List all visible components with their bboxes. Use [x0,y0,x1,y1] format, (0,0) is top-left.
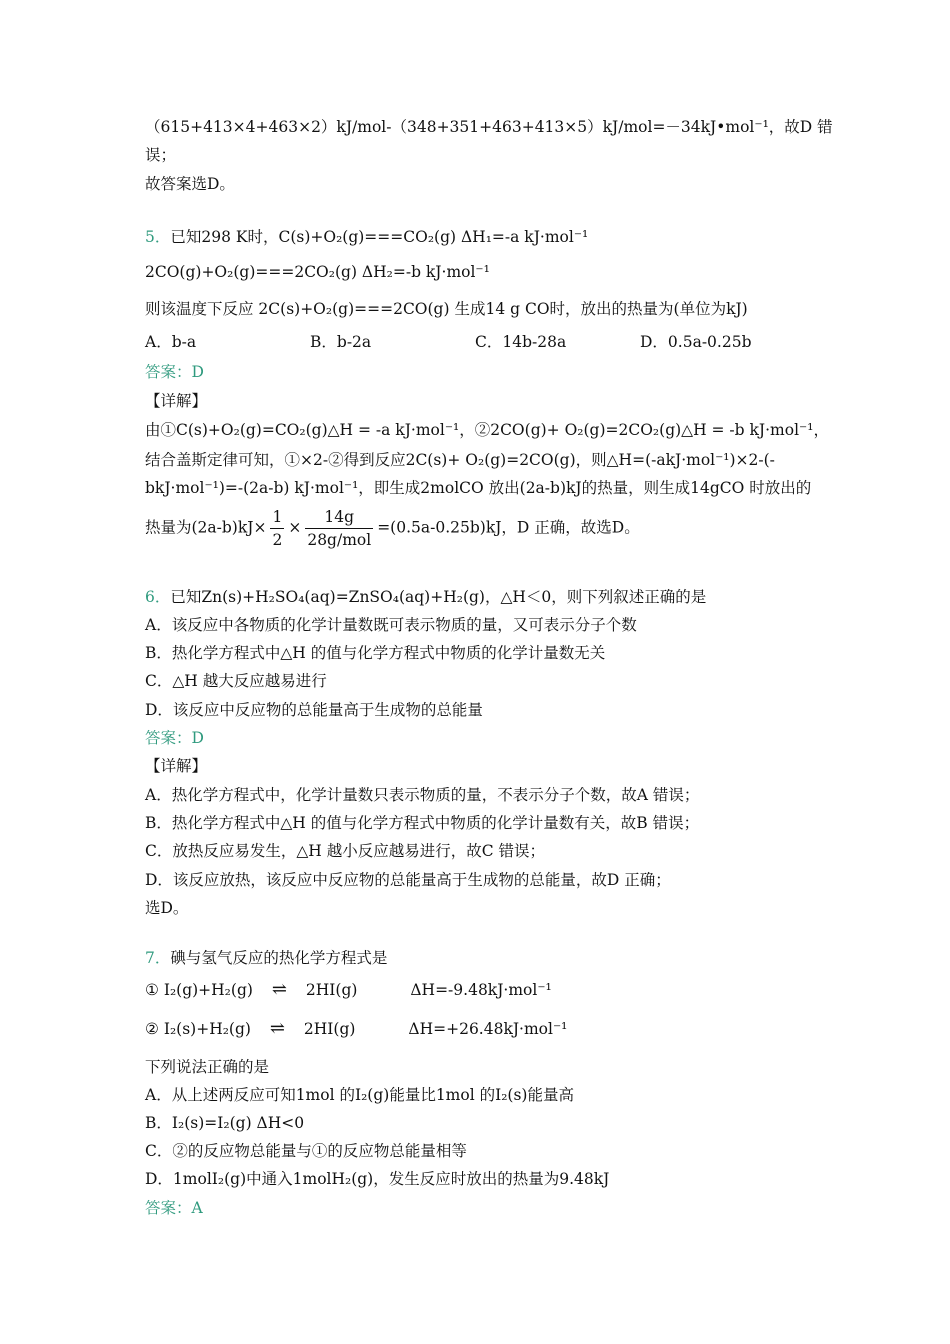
q5-answer: 答案：D [145,363,204,381]
q6-option-a: A．该反应中各物质的化学计量数既可表示物质的量，又可表示分子个数 [145,616,637,634]
q5-explanation-line-4: 热量为(2a-b)kJ× $\frac{1}{2}$ × $\frac{14g}{\text{28g/mol}}$ =(0.5a-0.25b)kJ，D 正确，故选D。 [145,508,640,549]
q6-explanation-b: B．热化学方程式中△H 的值与化学方程式中物质的化学计量数有关，故B 错误； [145,814,700,832]
eq1-reactants: ① I₂(g)+H₂(g) [145,981,253,999]
q7-equation-2 [145,1019,567,1039]
fraction-denominator: 28g/mol [305,528,373,551]
q7-option-d: D．1molI₂(g)中通入1molH₂(g)，发生反应时放出的热量为9.48kJ [145,1170,610,1188]
q5-exp4-post: =(0.5a-0.25b)kJ，D 正确，故选D。 [377,518,640,537]
q7-number: 7． [145,949,171,967]
q5-stem-line-1 [145,227,588,247]
q7-equation-1 [145,980,552,1000]
q6-explanation-d: D．该反应放热，该反应中反应物的总能量高于生成物的总能量，故D 正确； [145,871,671,889]
fraction-mass-over-molar-mass [305,506,373,551]
q5-exp4-pre: 热量为(2a-b)kJ× [145,518,267,537]
eq1-products: 2HI(g) [305,981,358,999]
q6-number: 6． [145,588,171,606]
q5-number: 5． [145,228,171,246]
q7-prompt: 下列说法正确的是 [145,1058,270,1076]
eq2-products: 2HI(g) [303,1020,356,1038]
q5-explanation-line-2: 结合盖斯定律可知，①×2-②得到反应2C(s)+ O₂(g)=2CO(g)，则△H=(-akJ·mol⁻¹)×2-(- [145,451,775,469]
prev-explanation-line-1: （615+413×4+463×2）kJ/mol-（348+351+463+413×5）kJ/mol=－34kJ•mol⁻¹，故D 错 [145,118,833,136]
prev-explanation-line-2: 误； [145,146,177,164]
q7-stem [145,948,387,968]
q6-conclusion: 选D。 [145,899,189,917]
q6-option-d: D．该反应中反应物的总能量高于生成物的总能量 [145,701,483,719]
q7-stem-text: 碘与氢气反应的热化学方程式是 [170,949,388,967]
eq1-enthalpy: ΔH=-9.48kJ·mol⁻¹ [410,981,552,999]
q7-option-a: A．从上述两反应可知1mol 的I₂(g)能量比1mol 的I₂(s)能量高 [145,1086,574,1104]
q6-detail-heading: 【详解】 [145,757,208,775]
q7-option-b: B．I₂(s)=I₂(g) ΔH<0 [145,1114,305,1132]
q6-explanation-c: C．放热反应易发生，△H 越小反应越易进行，故C 错误； [145,842,546,860]
q5-option-a: A．b-a [145,333,197,351]
q5-explanation-line-3: bkJ·mol⁻¹)=-(2a-b) kJ·mol⁻¹，即生成2molCO 放出(2a-b)kJ的热量，则生成14gCO 时放出的 [145,479,812,497]
fraction-half [270,506,284,551]
q5-option-d: D．0.5a-0.25b [640,333,752,351]
q5-stem-line-3: 则该温度下反应 2C(s)+O₂(g)===2CO(g) 生成14 g CO时，放出的热量为(单位为kJ) [145,300,748,318]
q6-stem [145,587,706,607]
q7-answer: 答案：A [145,1199,203,1217]
q5-explanation-line-1: 由①C(s)+O₂(g)=CO₂(g)△H = -a kJ·mol⁻¹，②2CO(g)+ O₂(g)=2CO₂(g)△H = -b kJ·mol⁻¹， [145,421,829,439]
q6-stem-text: 已知Zn(s)+H₂SO₄(aq)=ZnSO₄(aq)+H₂(g)，△H＜0，则下列叙述正确的是 [170,588,707,606]
eq2-reactants: ② I₂(s)+H₂(g) [145,1020,251,1038]
prev-conclusion: 故答案选D。 [145,175,235,193]
q6-explanation-a: A．热化学方程式中，化学计量数只表示物质的量，不表示分子个数，故A 错误； [145,786,700,804]
q6-option-c: C．△H 越大反应越易进行 [145,672,327,690]
fraction-half-numerator: 1 [272,508,283,526]
q5-stem-line-2: 2CO(g)+O₂(g)===2CO₂(g) ΔH₂=-b kJ·mol⁻¹ [145,263,490,281]
q5-stem-text-1: 已知298 K时，C(s)+O₂(g)===CO₂(g) ΔH₁=-a kJ·mol⁻¹ [170,228,589,246]
q6-option-b: B．热化学方程式中△H 的值与化学方程式中物质的化学计量数无关 [145,644,606,662]
equilibrium-arrow-icon: ⇌ [269,1018,285,1039]
fraction-numerator: 14g [324,508,355,526]
q7-option-c: C．②的反应物总能量与①的反应物总能量相等 [145,1142,467,1160]
fraction-half-denominator: 2 [270,528,284,551]
q5-option-c: C．14b-28a [475,333,567,351]
q5-detail-heading: 【详解】 [145,392,208,410]
q5-option-b: B．b-2a [310,333,372,351]
eq2-enthalpy: ΔH=+26.48kJ·mol⁻¹ [408,1020,568,1038]
equilibrium-arrow-icon: ⇌ [271,979,287,1000]
q6-answer: 答案：D [145,729,204,747]
